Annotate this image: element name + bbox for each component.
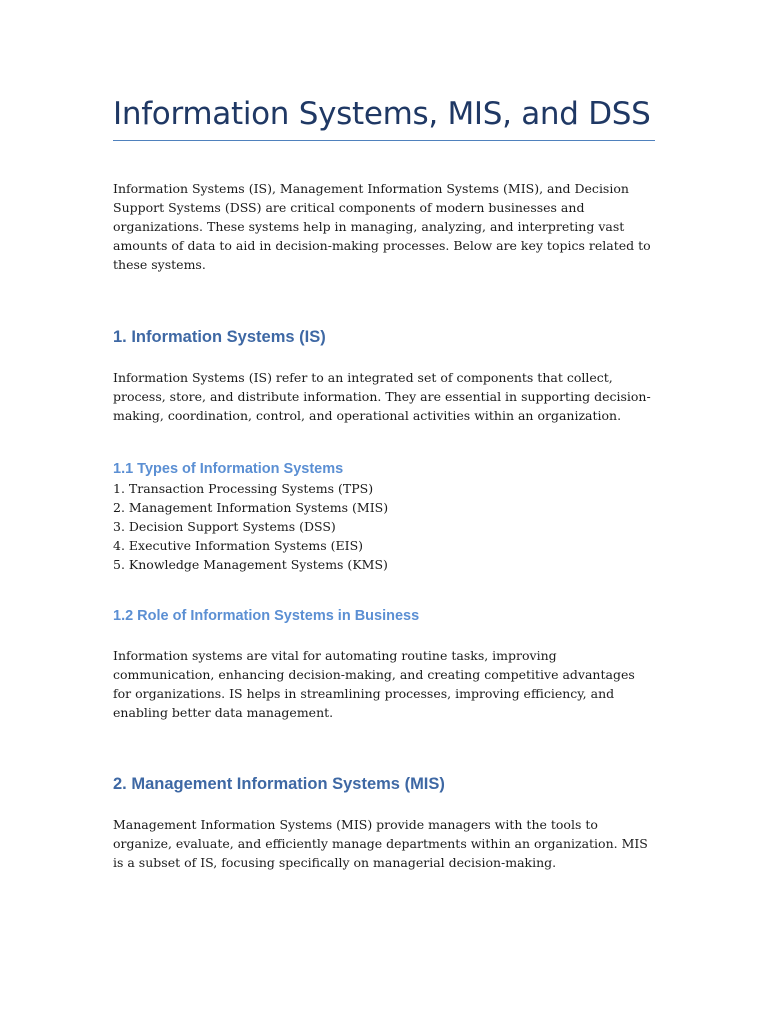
list-item: 1. Transaction Processing Systems (TPS) [113, 481, 374, 496]
section-heading-is: 1. Information Systems (IS) [113, 328, 326, 346]
section-body-is: Information Systems (IS) refer to an integrated set of components that collect, process, store, and distribute information. They are essential in supporting decision-making, coordination, control, and operational activities within an organization. [113, 370, 651, 423]
list-item: 2. Management Information Systems (MIS) [113, 500, 389, 515]
subsection-body-role: Information systems are vital for automating routine tasks, improving communication, enhancing decision-making, and creating competitive advantages for organizations. IS helps in streamlining processes, improving efficiency, and enabling better data management. [113, 648, 635, 720]
intro-paragraph: Information Systems (IS), Management Information Systems (MIS), and Decision Support Systems (DSS) are critical components of modern businesses and organizations. These systems help in managing, analyzing, and interpreting vast amounts of data to aid in decision-making processes. Below are key topics related to these systems. [113, 181, 651, 272]
subsection-heading-role: 1.2 Role of Information Systems in Business [113, 608, 420, 624]
subsection-heading-types: 1.1 Types of Information Systems [113, 461, 344, 477]
section-heading-mis: 2. Management Information Systems (MIS) [113, 775, 445, 793]
section-body-mis: Management Information Systems (MIS) provide managers with the tools to organize, evaluate, and efficiently manage departments within an organization. MIS is a subset of IS, focusing specifically on managerial decision-making. [113, 817, 648, 870]
document-title: Information Systems, MIS, and DSS [113, 94, 655, 141]
list-item: 5. Knowledge Management Systems (KMS) [113, 557, 388, 572]
types-list [113, 479, 655, 574]
list-item: 4. Executive Information Systems (EIS) [113, 538, 364, 553]
list-item: 3. Decision Support Systems (DSS) [113, 519, 336, 534]
